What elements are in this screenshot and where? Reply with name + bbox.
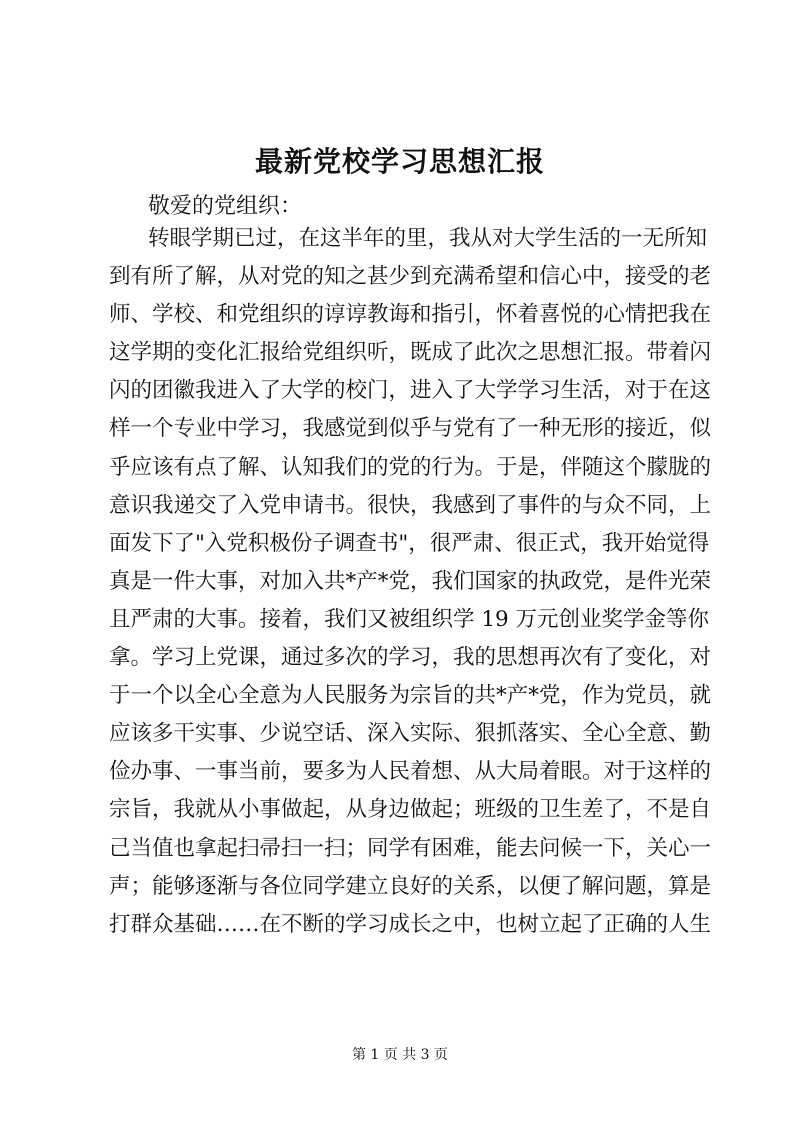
body-line: 己当值也拿起扫帚扫一扫；同学有困难，能去问候一下，关心一 <box>109 835 712 861</box>
body-line: 声；能够逐渐与各位同学建立良好的关系，以便了解问题，算是 <box>109 873 712 899</box>
body-line: 这学期的变化汇报给党组织听，既成了此次之思想汇报。带着闪 <box>109 340 712 366</box>
page-footer: 第 1 页 共 3 页 <box>351 1047 449 1063</box>
body-text <box>109 220 712 944</box>
body-line: 俭办事、一事当前，要多为人民着想、从大局着眼。对于这样的 <box>109 759 712 785</box>
body-line: 闪的团徽我进入了大学的校门，进入了大学学习生活，对于在这 <box>109 378 712 404</box>
body-line: 乎应该有点了解、认知我们的党的行为。于是，伴随这个朦胧的 <box>109 454 712 480</box>
body-line: 宗旨，我就从小事做起，从身边做起；班级的卫生差了，不是自 <box>109 797 712 823</box>
body-line: 到有所了解，从对党的知之甚少到充满希望和信心中，接受的老 <box>109 264 712 290</box>
salutation: 敬爱的党组织： <box>148 194 303 219</box>
body-line: 真是一件大事，对加入共*产*党，我们国家的执政党，是件光荣 <box>109 568 712 594</box>
body-line: 意识我递交了入党申请书。很快，我感到了事件的与众不同，上 <box>109 492 712 518</box>
body-line: 转眼学期已过，在这半年的里，我从对大学生活的一无所知 <box>148 226 708 251</box>
body-line: 拿。学习上党课，通过多次的学习，我的思想再次有了变化，对 <box>109 645 712 671</box>
document-title: 最新党校学习思想汇报 <box>254 145 545 178</box>
body-line: 面发下了"入党积极份子调查书"，很严肃、很正式，我开始觉得 <box>109 530 710 556</box>
body-line: 于一个以全心全意为人民服务为宗旨的共*产*党，作为党员，就 <box>109 683 712 709</box>
body-line: 且严肃的大事。接着，我们又被组织学 19 万元创业奖学金等你 <box>109 606 710 632</box>
body-line: 应该多干实事、少说空话、深入实际、狠抓落实、全心全意、勤 <box>109 721 712 747</box>
body-line: 师、学校、和党组织的谆谆教诲和指引，怀着喜悦的心情把我在 <box>109 302 712 328</box>
body-line: 样一个专业中学习，我感觉到似乎与党有了一种无形的接近，似 <box>109 416 712 442</box>
body-line: 打群众基础……在不断的学习成长之中，也树立起了正确的人生 <box>109 911 712 937</box>
